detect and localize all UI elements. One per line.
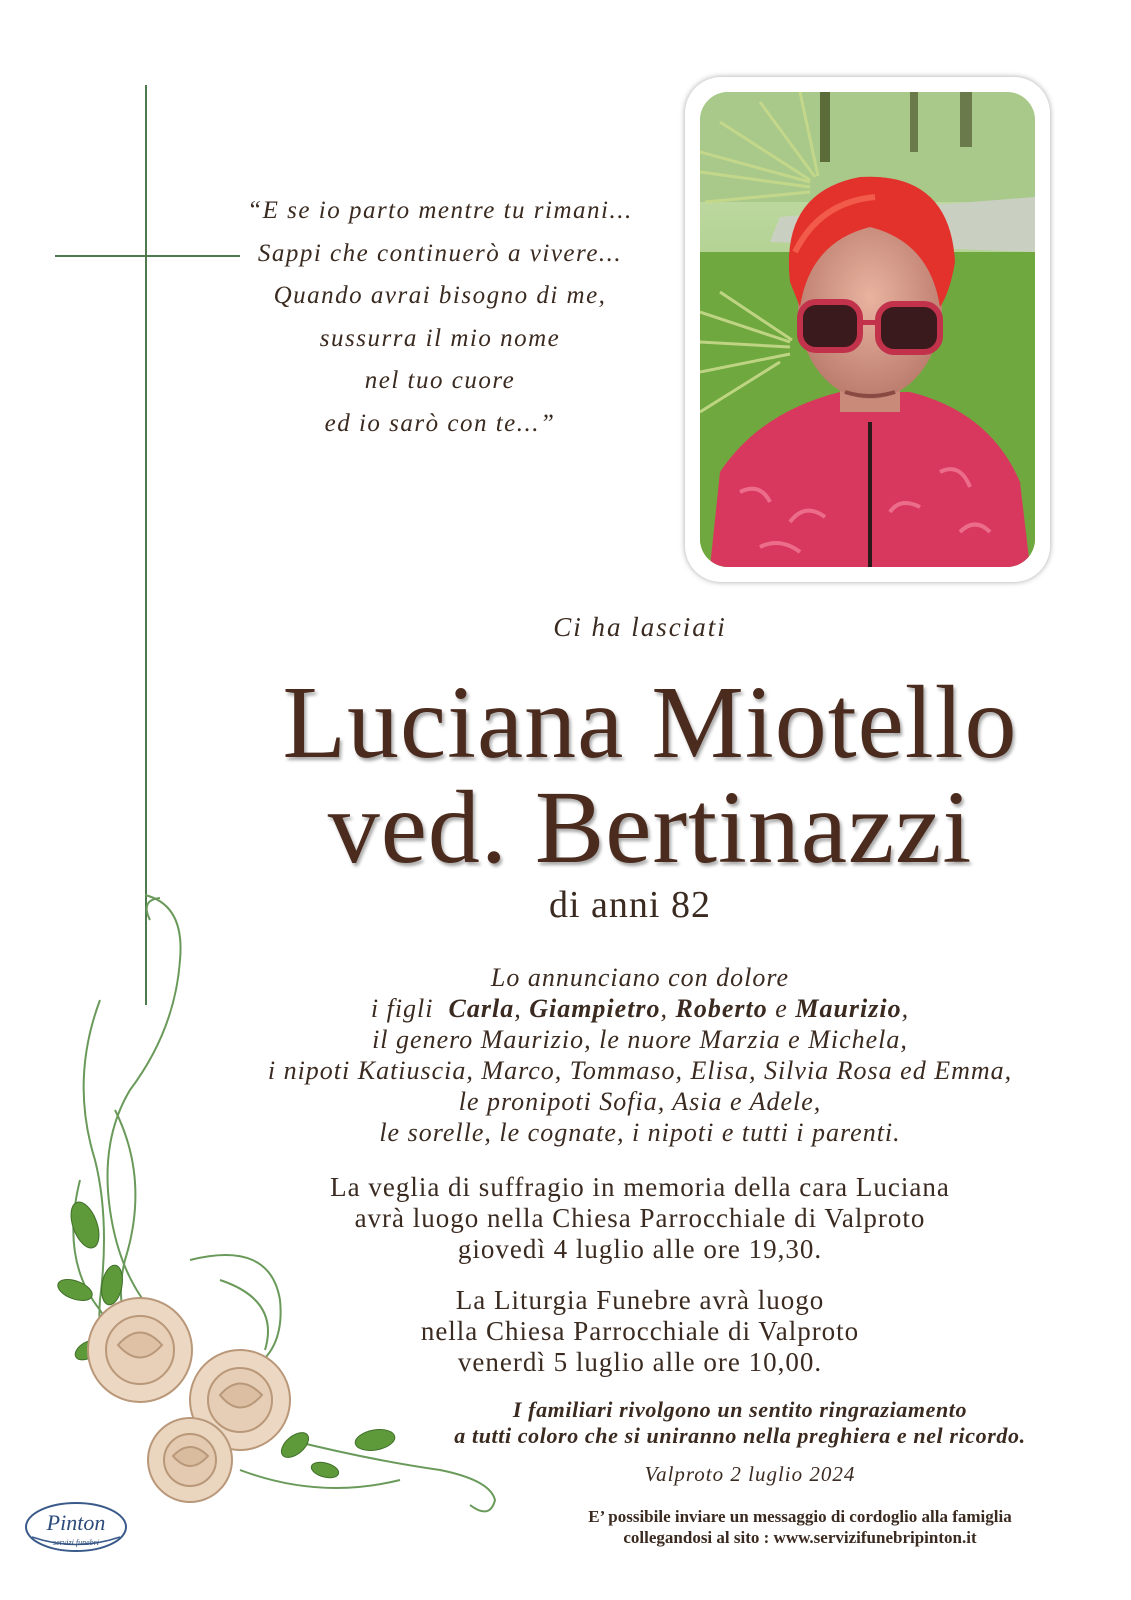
- svg-text:servizi funebri: servizi funebri: [53, 1538, 99, 1547]
- thanks-line: I familiari rivolgono un sentito ringraziamento: [512, 1397, 968, 1422]
- cross-vertical-line: [145, 85, 147, 1005]
- quote-line: Sappi che continuerò a vivere...: [257, 239, 623, 267]
- children-prefix: i figli: [370, 994, 434, 1023]
- child-name: Maurizio: [795, 994, 902, 1023]
- funeral-line: La Liturgia Funebre avrà luogo: [455, 1285, 825, 1315]
- funeral-line: venerdì 5 luglio alle ore 10,00.: [457, 1347, 823, 1377]
- intro-text: Ci ha lasciati: [553, 612, 727, 642]
- child-name: Roberto: [675, 994, 768, 1023]
- vigil-line: giovedì 4 luglio alle ore 19,30.: [457, 1234, 823, 1264]
- condolence-website-link[interactable]: collegandosi al sito : www.servizifunebripinton.it: [623, 1528, 977, 1547]
- vigil-line: La veglia di suffragio in memoria della cara Luciana: [330, 1172, 950, 1202]
- condolence-footer: [520, 1506, 1080, 1548]
- announcement-line: le pronipoti Sofia, Asia e Adele,: [458, 1087, 822, 1116]
- pinton-logo: [22, 1497, 130, 1559]
- thanks-line: a tutti coloro che si uniranno nella preghiera e nel ricordo.: [454, 1423, 1026, 1448]
- memorial-quote: [240, 190, 640, 445]
- announcement-line: Lo annunciano con dolore: [490, 963, 790, 992]
- deceased-surname-line: ved. Bertinazzi: [327, 770, 973, 885]
- announcement-line: le sorelle, le cognate, i nipoti e tutti i parenti.: [379, 1118, 901, 1147]
- footer-line: E’ possibile inviare un messaggio di cordoglio alla famiglia: [588, 1507, 1012, 1526]
- announcement-line: i nipoti Katiuscia, Marco, Tommaso, Elisa, Silvia Rosa ed Emma,: [267, 1056, 1013, 1085]
- floral-decoration: [40, 880, 520, 1580]
- children-line: i figli Carla, Giampietro, Roberto e Maurizio,: [370, 994, 910, 1023]
- quote-line: “E se io parto mentre tu rimani...: [247, 197, 633, 224]
- quote-line: ed io sarò con te...”: [324, 409, 556, 437]
- funeral-line: nella Chiesa Parrocchiale di Valproto: [420, 1316, 860, 1346]
- age-text: di anni 82: [549, 884, 711, 926]
- vigil-line: avrà luogo nella Chiesa Parrocchiale di Valproto: [354, 1203, 926, 1233]
- svg-text:Pinton: Pinton: [46, 1510, 106, 1535]
- child-name: Carla: [448, 994, 515, 1023]
- quote-line: sussurra il mio nome: [319, 324, 561, 352]
- cross-horizontal-line: [55, 255, 240, 257]
- child-name: Giampietro: [529, 994, 661, 1023]
- announcement-line: il genero Maurizio, le nuore Marzia e Michela,: [372, 1025, 908, 1054]
- place-date: Valproto 2 luglio 2024: [644, 1462, 856, 1486]
- portrait-photo: [700, 92, 1035, 567]
- quote-line: Quando avrai bisogno di me,: [273, 282, 607, 309]
- deceased-name: Luciana Miotello: [282, 665, 1018, 780]
- quote-line: nel tuo cuore: [364, 367, 516, 394]
